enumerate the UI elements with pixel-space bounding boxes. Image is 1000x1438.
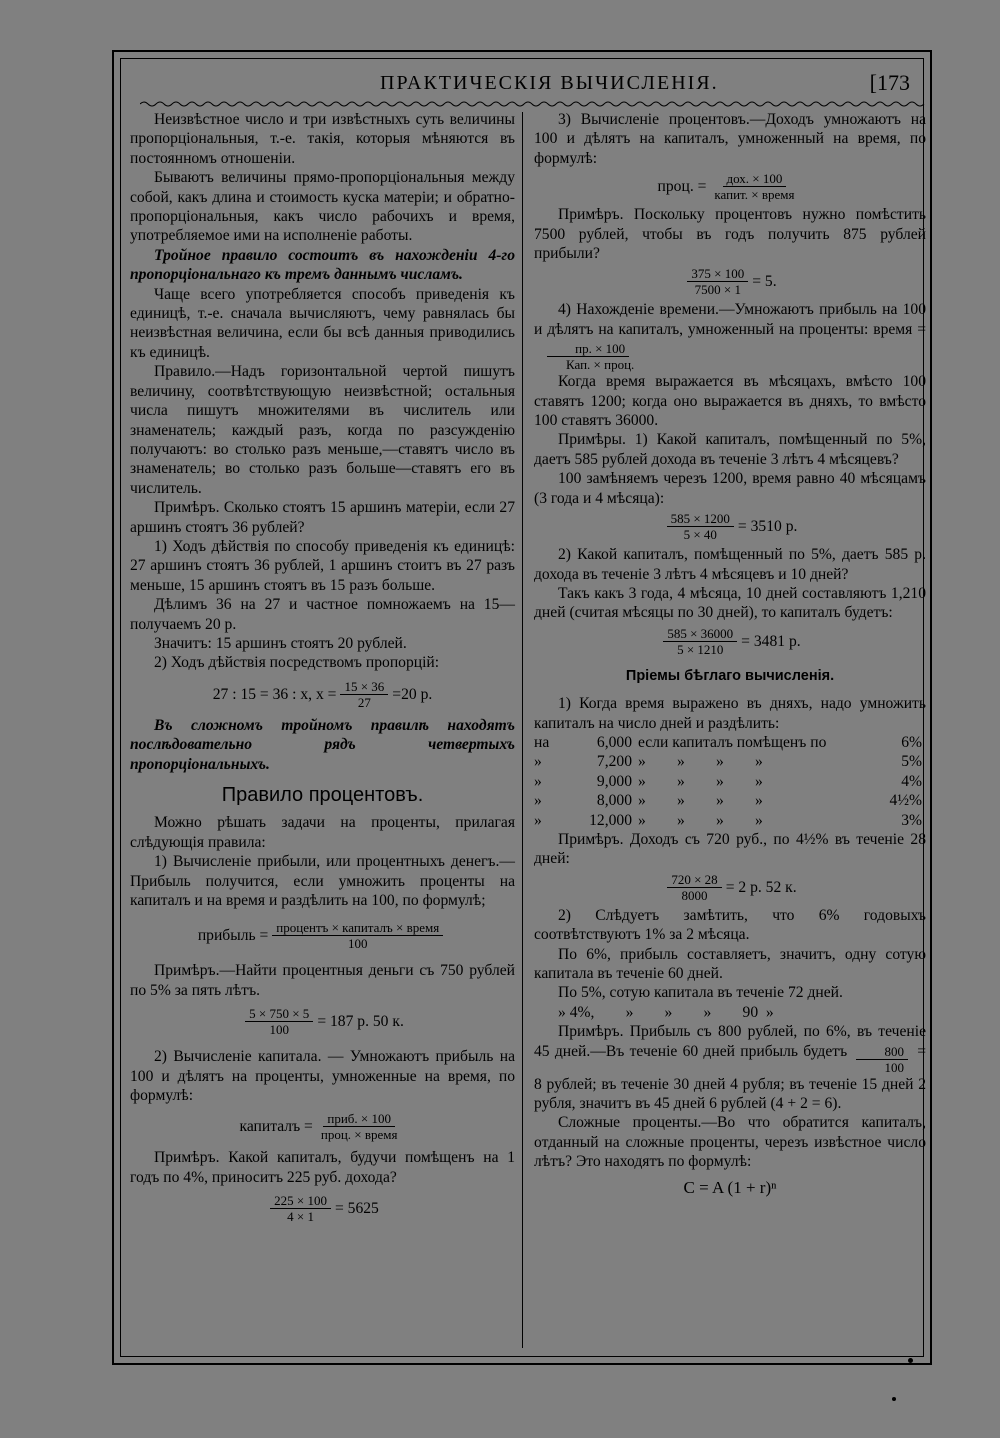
formula-right: = 3481 р. bbox=[741, 632, 801, 650]
formula-denominator: проц. × время bbox=[320, 1127, 398, 1143]
formula bbox=[130, 679, 515, 710]
formula-denominator: 5 × 40 bbox=[683, 527, 717, 543]
table-cell: 7,200 bbox=[596, 753, 632, 771]
table-cell: 9,000 bbox=[596, 772, 632, 790]
formula-right: = 5625 bbox=[334, 1200, 379, 1218]
formula-denominator: 27 bbox=[357, 694, 371, 710]
formula bbox=[534, 872, 926, 903]
formula bbox=[534, 171, 926, 202]
table-cell: » bbox=[534, 753, 542, 771]
paragraph: » 4%, » » » 90 » bbox=[558, 1003, 774, 1021]
left-column bbox=[130, 110, 515, 1230]
table-cell: 8,000 bbox=[596, 792, 632, 810]
paragraph: Примѣръ.—Найти процентныя деньги съ 750 рублей по 5% за пять лѣтъ. bbox=[130, 962, 515, 999]
formula-right: = 3510 р. bbox=[737, 517, 798, 535]
table-row bbox=[534, 791, 926, 810]
table-cell: на bbox=[534, 733, 550, 751]
formula-numerator: 585 × 36000 bbox=[663, 626, 737, 642]
paragraph: Въ сложномъ тройномъ правилѣ находятъ послѣдовательно рядъ четвертыхъ пропорціональныхъ. bbox=[130, 716, 515, 773]
paragraph: Сложные проценты.—Во что обратится капиталъ, отданный на сложные проценты, черезъ извѣстное число лѣтъ? Это находятъ по формулѣ: bbox=[534, 1114, 926, 1171]
formula: C = A (1 + r)ⁿ bbox=[683, 1177, 777, 1197]
formula-right: =20 р. bbox=[392, 685, 433, 703]
formula-denominator: 8000 bbox=[681, 887, 708, 903]
formula-denominator: 100 bbox=[884, 1059, 904, 1075]
paragraph bbox=[534, 300, 926, 372]
paragraph-text: 4) Нахожденіе времени.—Умножаютъ прибыль на 100 и дѣлятъ на капиталъ, умноженный на проценты: время = bbox=[534, 301, 926, 338]
wavy-rule bbox=[140, 100, 928, 108]
formula-right: = 5. bbox=[752, 273, 777, 291]
paragraph: 2) Ходъ дѣйствія посредствомъ пропорцій: bbox=[154, 654, 440, 672]
running-title: ПРАКТИЧЕСКІЯ ВЫЧИСЛЕНІЯ. bbox=[380, 72, 719, 94]
ink-dot bbox=[892, 1397, 896, 1401]
table-cell: » » » » bbox=[638, 811, 763, 829]
table-cell: если капиталъ помѣщенъ по bbox=[638, 733, 827, 751]
paragraph: 1) Ходъ дѣйствія по способу приведенія къ единицѣ: 27 аршинъ стоятъ 36 рублей, 1 аршинъ стоитъ въ 27 разъ меньше, 15 аршинъ стоятъ въ 15 разъ больше. bbox=[130, 537, 515, 594]
paragraph: Тройное правило состоитъ въ нахожденіи 4-го пропорціональнаго къ тремъ даннымъ числамъ. bbox=[130, 246, 515, 284]
table-cell: » » » » bbox=[638, 753, 763, 771]
table-row bbox=[534, 733, 926, 752]
table-cell: 5% bbox=[901, 753, 922, 771]
paragraph: Значитъ: 15 аршинъ стоятъ 20 рублей. bbox=[154, 634, 407, 652]
section-heading: Пріемы бѣглаго вычисленія. bbox=[625, 667, 835, 684]
formula bbox=[534, 626, 926, 657]
column-divider bbox=[522, 112, 523, 1348]
paragraph: Примѣръ. Поскольку процентовъ нужно помѣстить 7500 рублей, чтобы въ годъ получить 875 рублей прибыли? bbox=[534, 206, 926, 263]
paragraph: 2) Какой капиталъ, помѣщенный по 5%, даетъ 585 р. дохода въ теченіе 3 лѣтъ 4 мѣсяцевъ и 10 дней? bbox=[534, 546, 926, 583]
formula-left: капиталъ = bbox=[239, 1118, 313, 1136]
formula-numerator: процентъ × капиталъ × время bbox=[272, 920, 443, 936]
paragraph: 3) Вычисленіе процентовъ.—Доходъ умножаютъ на 100 и дѣлятъ на капиталъ, умноженный на время, по формулѣ: bbox=[534, 111, 926, 167]
paragraph: Такъ какъ 3 года, 4 мѣсяца, 10 дней составляютъ 1,210 дней (считая мѣсяцы по 30 дней), то капиталъ будетъ: bbox=[534, 584, 926, 622]
table-row bbox=[534, 772, 926, 791]
formula-numerator: 5 × 750 × 5 bbox=[245, 1006, 313, 1022]
formula bbox=[534, 511, 926, 542]
formula-denominator: 100 bbox=[347, 936, 368, 952]
formula-denominator: капит. × время bbox=[714, 187, 795, 203]
formula-denominator: 5 × 1210 bbox=[677, 641, 724, 657]
paragraph: 2) Слѣдуетъ замѣтить, что 6% годовыхъ соотвѣтствуютъ 1% за 2 мѣсяца. bbox=[534, 906, 926, 944]
formula-numerator: приб. × 100 bbox=[323, 1111, 395, 1127]
formula-left: прибыль = bbox=[197, 927, 269, 945]
table-row bbox=[534, 752, 926, 771]
paragraph: По 6%, прибыль составляетъ, значитъ, одну сотую капитала въ теченіе 60 дней. bbox=[534, 945, 926, 982]
formula-right: = 187 р. 50 к. bbox=[317, 1013, 404, 1031]
formula-numerator: 800 bbox=[856, 1044, 908, 1060]
paragraph: 1) Когда время выражено въ дняхъ, надо умножить капиталъ на число дней и раздѣлить: bbox=[534, 695, 926, 732]
formula-numerator: 375 × 100 bbox=[687, 266, 748, 282]
paragraph: Примѣры. 1) Какой капиталъ, помѣщенный по 5%, даетъ 585 рублей дохода въ теченіе 3 лѣтъ 4 мѣсяцевъ? bbox=[534, 431, 926, 468]
formula-numerator: пр. × 100 bbox=[547, 341, 629, 357]
formula-denominator: 100 bbox=[269, 1022, 289, 1038]
formula-numerator: дох. × 100 bbox=[723, 171, 787, 187]
formula-denominator: 7500 × 1 bbox=[694, 282, 741, 298]
section-heading: Правило процентовъ. bbox=[221, 784, 424, 806]
paragraph-text: Примѣръ. Прибыль съ 800 рублей, по 6%, въ теченіе 45 дней.—Въ теченіе 60 дней прибыль будетъ bbox=[534, 1023, 926, 1060]
paragraph: Примѣръ. Доходъ съ 720 руб., по 4½% въ теченіе 28 дней: bbox=[534, 830, 926, 868]
table-cell: 3% bbox=[901, 811, 922, 829]
paragraph: По 5%, сотую капитала въ теченіе 72 дней. bbox=[558, 984, 843, 1002]
table-cell: 4½% bbox=[889, 792, 922, 810]
formula-right: = 2 р. 52 к. bbox=[725, 878, 797, 896]
formula-numerator: 15 × 36 bbox=[340, 679, 388, 695]
paragraph: Чаще всего употребляется способъ приведенія къ единицѣ, т.-е. сначала вычисляютъ, чему равнялась бы неизвѣстная величина, если бы всѣ данныя приводились къ единицѣ. bbox=[130, 285, 515, 361]
formula bbox=[534, 266, 926, 297]
formula-denominator: Кап. × проц. bbox=[566, 357, 635, 373]
table-cell: 4% bbox=[901, 772, 922, 790]
formula-numerator: 720 × 28 bbox=[667, 872, 721, 888]
formula-left: 27 : 15 = 36 : x, x = bbox=[212, 685, 337, 703]
rate-table bbox=[534, 733, 926, 830]
paragraph-text: = 8 рублей; въ теченіе 30 дней 4 рубля; въ теченіе 15 дней 2 рубля, значитъ въ 45 дней 6 рублей (4 + 2 = 6). bbox=[534, 1042, 926, 1113]
paragraph: Примѣръ. Сколько стоятъ 15 аршинъ матеріи, если 27 аршинъ стоятъ 36 рублей? bbox=[130, 499, 515, 536]
paragraph bbox=[534, 1022, 926, 1113]
table-cell: » bbox=[534, 811, 542, 829]
page-header bbox=[140, 70, 920, 100]
formula-left: проц. = bbox=[657, 178, 707, 196]
formula-denominator: 4 × 1 bbox=[287, 1209, 314, 1225]
table-cell: » » » » bbox=[638, 772, 763, 790]
right-column bbox=[534, 110, 926, 1200]
ink-dot bbox=[908, 1358, 913, 1363]
formula bbox=[130, 1193, 515, 1224]
table-cell: 6,000 bbox=[596, 733, 632, 751]
paragraph: Бываютъ величины прямо-пропорціональныя между собой, какъ длина и стоимость куска матеріи; и обратно-пропорціональныя, какъ число рабочихъ и время, употребляемое ими на исполненіе работы. bbox=[130, 169, 515, 245]
formula bbox=[130, 920, 515, 951]
paragraph: 1) Вычисленіе прибыли, или процентныхъ денегъ.—Прибыль получится, если умножить проценты на капиталъ и на время и раздѣлить на 100, по формулѣ; bbox=[130, 853, 515, 910]
table-cell: 6% bbox=[901, 733, 922, 751]
table-cell: 12,000 bbox=[589, 811, 632, 829]
formula bbox=[130, 1006, 515, 1037]
paragraph: Можно рѣшать задачи на проценты, прилагая слѣдующія правила: bbox=[130, 814, 515, 851]
paragraph: Правило.—Надъ горизонтальной чертой пишутъ величину, соотвѣтствующую неизвѣстной; остальныя числа пишутъ множителями въ числитель или знаменатель; каждый разъ, когда по разсужденію получаютъ: во столько разъ меньше,—ставятъ число въ знаменатель; во столько разъ больше—ставятъ его въ числитель. bbox=[130, 363, 515, 497]
table-row bbox=[534, 811, 926, 830]
paragraph: Примѣръ. Какой капиталъ, будучи помѣщенъ на 1 годъ по 4%, приноситъ 225 руб. дохода? bbox=[130, 1149, 515, 1186]
formula-numerator: 225 × 100 bbox=[270, 1193, 331, 1209]
paragraph: Неизвѣстное число и три извѣстныхъ суть величины пропорціональныя, т.-е. такія, которыя мѣняются въ постоянномъ отношеніи. bbox=[130, 111, 515, 167]
paragraph: Когда время выражается въ мѣсяцахъ, вмѣсто 100 ставятъ 1200; когда оно выражается въ дняхъ, то вмѣсто 100 ставятъ 36000. bbox=[534, 373, 926, 430]
table-cell: » bbox=[534, 792, 542, 810]
paragraph: Дѣлимъ 36 на 27 и частное помножаемъ на 15—получаемъ 20 р. bbox=[130, 596, 515, 633]
formula-numerator: 585 × 1200 bbox=[667, 511, 734, 527]
page-number: [173 bbox=[869, 70, 910, 95]
paragraph: 2) Вычисленіе капитала. — Умножаютъ прибыль на 100 и дѣлятъ на проценты, умноженные на время, по формулѣ: bbox=[130, 1048, 515, 1105]
table-cell: » » » » bbox=[638, 792, 763, 810]
formula bbox=[130, 1111, 515, 1142]
table-cell: » bbox=[534, 772, 542, 790]
paragraph: 100 замѣняемъ черезъ 1200, время равно 40 мѣсяцамъ (3 года и 4 мѣсяца): bbox=[534, 470, 926, 507]
